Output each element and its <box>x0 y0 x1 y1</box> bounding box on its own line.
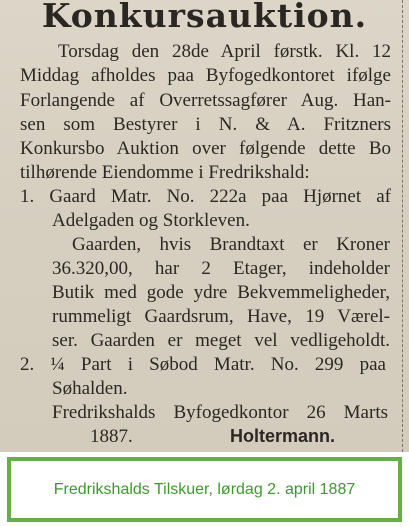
text-line: Butik med gode ydre Bekvemmeligheder, <box>52 282 390 303</box>
source-caption: Fredrikshalds Tilskuer, lørdag 2. april 1887 <box>53 480 356 498</box>
text-line: sen som Bestyrer i N. & A. Fritzners <box>20 114 391 135</box>
text-line: 1. Gaard Matr. No. 222a paa Hjørnet af <box>20 186 391 207</box>
text-line: Søhalden. <box>52 378 128 399</box>
text-line: Torsdag den 28de April førstk. Kl. 12 <box>58 41 391 62</box>
text-line: Fredrikshalds Byfogedkontor 26 Marts <box>52 402 388 423</box>
text-line: 1887. Holtermann. <box>90 426 336 447</box>
text-line: Forlangende af Overretssagfører Aug. Han- <box>20 90 391 111</box>
text-line: Middag afholdes paa Byfogedkontoret ifølge <box>20 65 391 86</box>
notice-title: Konkursauktion. <box>41 0 368 35</box>
caption-box <box>7 457 402 522</box>
text-line: 36.320,00, har 2 Etager, indeholder <box>52 258 390 279</box>
text-line: Adelgaden og Storkleven. <box>52 210 250 231</box>
text-line: rummeligt Gaardsrum, Have, 19 Værel- <box>52 306 390 327</box>
text-line: 2. ¼ Part i Søbod Matr. No. 299 paa <box>20 354 386 375</box>
text-line: tilhørende Eiendomme i Fredrikshald: <box>20 162 310 183</box>
text-line: ser. Gaarden er meget vel vedligeholdt. <box>52 330 390 351</box>
text-line: Gaarden, hvis Brandtaxt er Kroner <box>72 234 390 255</box>
signature: Holtermann. <box>230 426 336 446</box>
text-line: Konkursbo Auktion over følgende dette Bo <box>20 138 391 159</box>
